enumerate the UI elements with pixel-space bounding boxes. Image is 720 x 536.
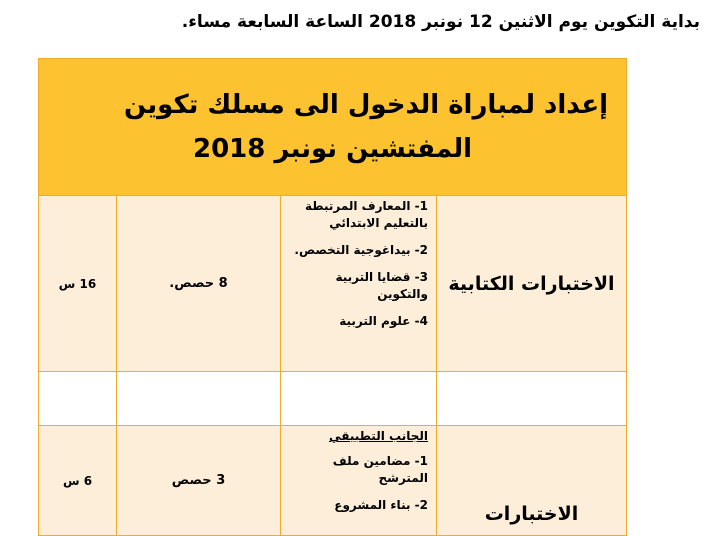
hours-cell: 6 س xyxy=(39,426,117,536)
table-row xyxy=(39,196,627,372)
program-table xyxy=(38,58,627,536)
subheading: الجانب التطبيقي xyxy=(329,429,428,443)
list-item: 2- بناء المشروع xyxy=(334,498,428,512)
category-label: الاختبارات xyxy=(484,503,579,525)
items-cell xyxy=(281,196,437,372)
category-cell xyxy=(437,196,627,372)
list-item: 4- علوم التربية xyxy=(339,314,428,328)
list-item: 2- بيداغوجية التخصص. xyxy=(294,243,428,257)
hours-cell: 16 س xyxy=(39,196,117,372)
sessions-cell: 8 حصص. xyxy=(117,196,281,372)
table-title xyxy=(39,59,627,196)
table-row xyxy=(39,426,627,536)
table-row-empty xyxy=(39,372,627,426)
table-title-line1: إعداد لمباراة الدخول الى مسلك تكوين xyxy=(124,90,608,120)
list-item: 3- قضايا التربية والتكوين xyxy=(335,270,428,301)
sessions-cell: 3 حصص xyxy=(117,426,281,536)
category-cell xyxy=(437,426,627,536)
category-label: الاختبارات الكتابية xyxy=(448,272,615,295)
table-header-row xyxy=(39,59,627,196)
intro-line: بداية التكوين يوم الاثنين 12 نونبر 2018 الساعة السابعة مساء. xyxy=(181,12,700,32)
list-item: 1- مضامين ملف المترشح xyxy=(332,454,428,485)
list-item: 1- المعارف المرتبطة بالتعليم الابتدائي xyxy=(305,199,428,230)
items-cell xyxy=(281,426,437,536)
table-title-line2: المفتشين نونبر 2018 xyxy=(193,134,472,164)
